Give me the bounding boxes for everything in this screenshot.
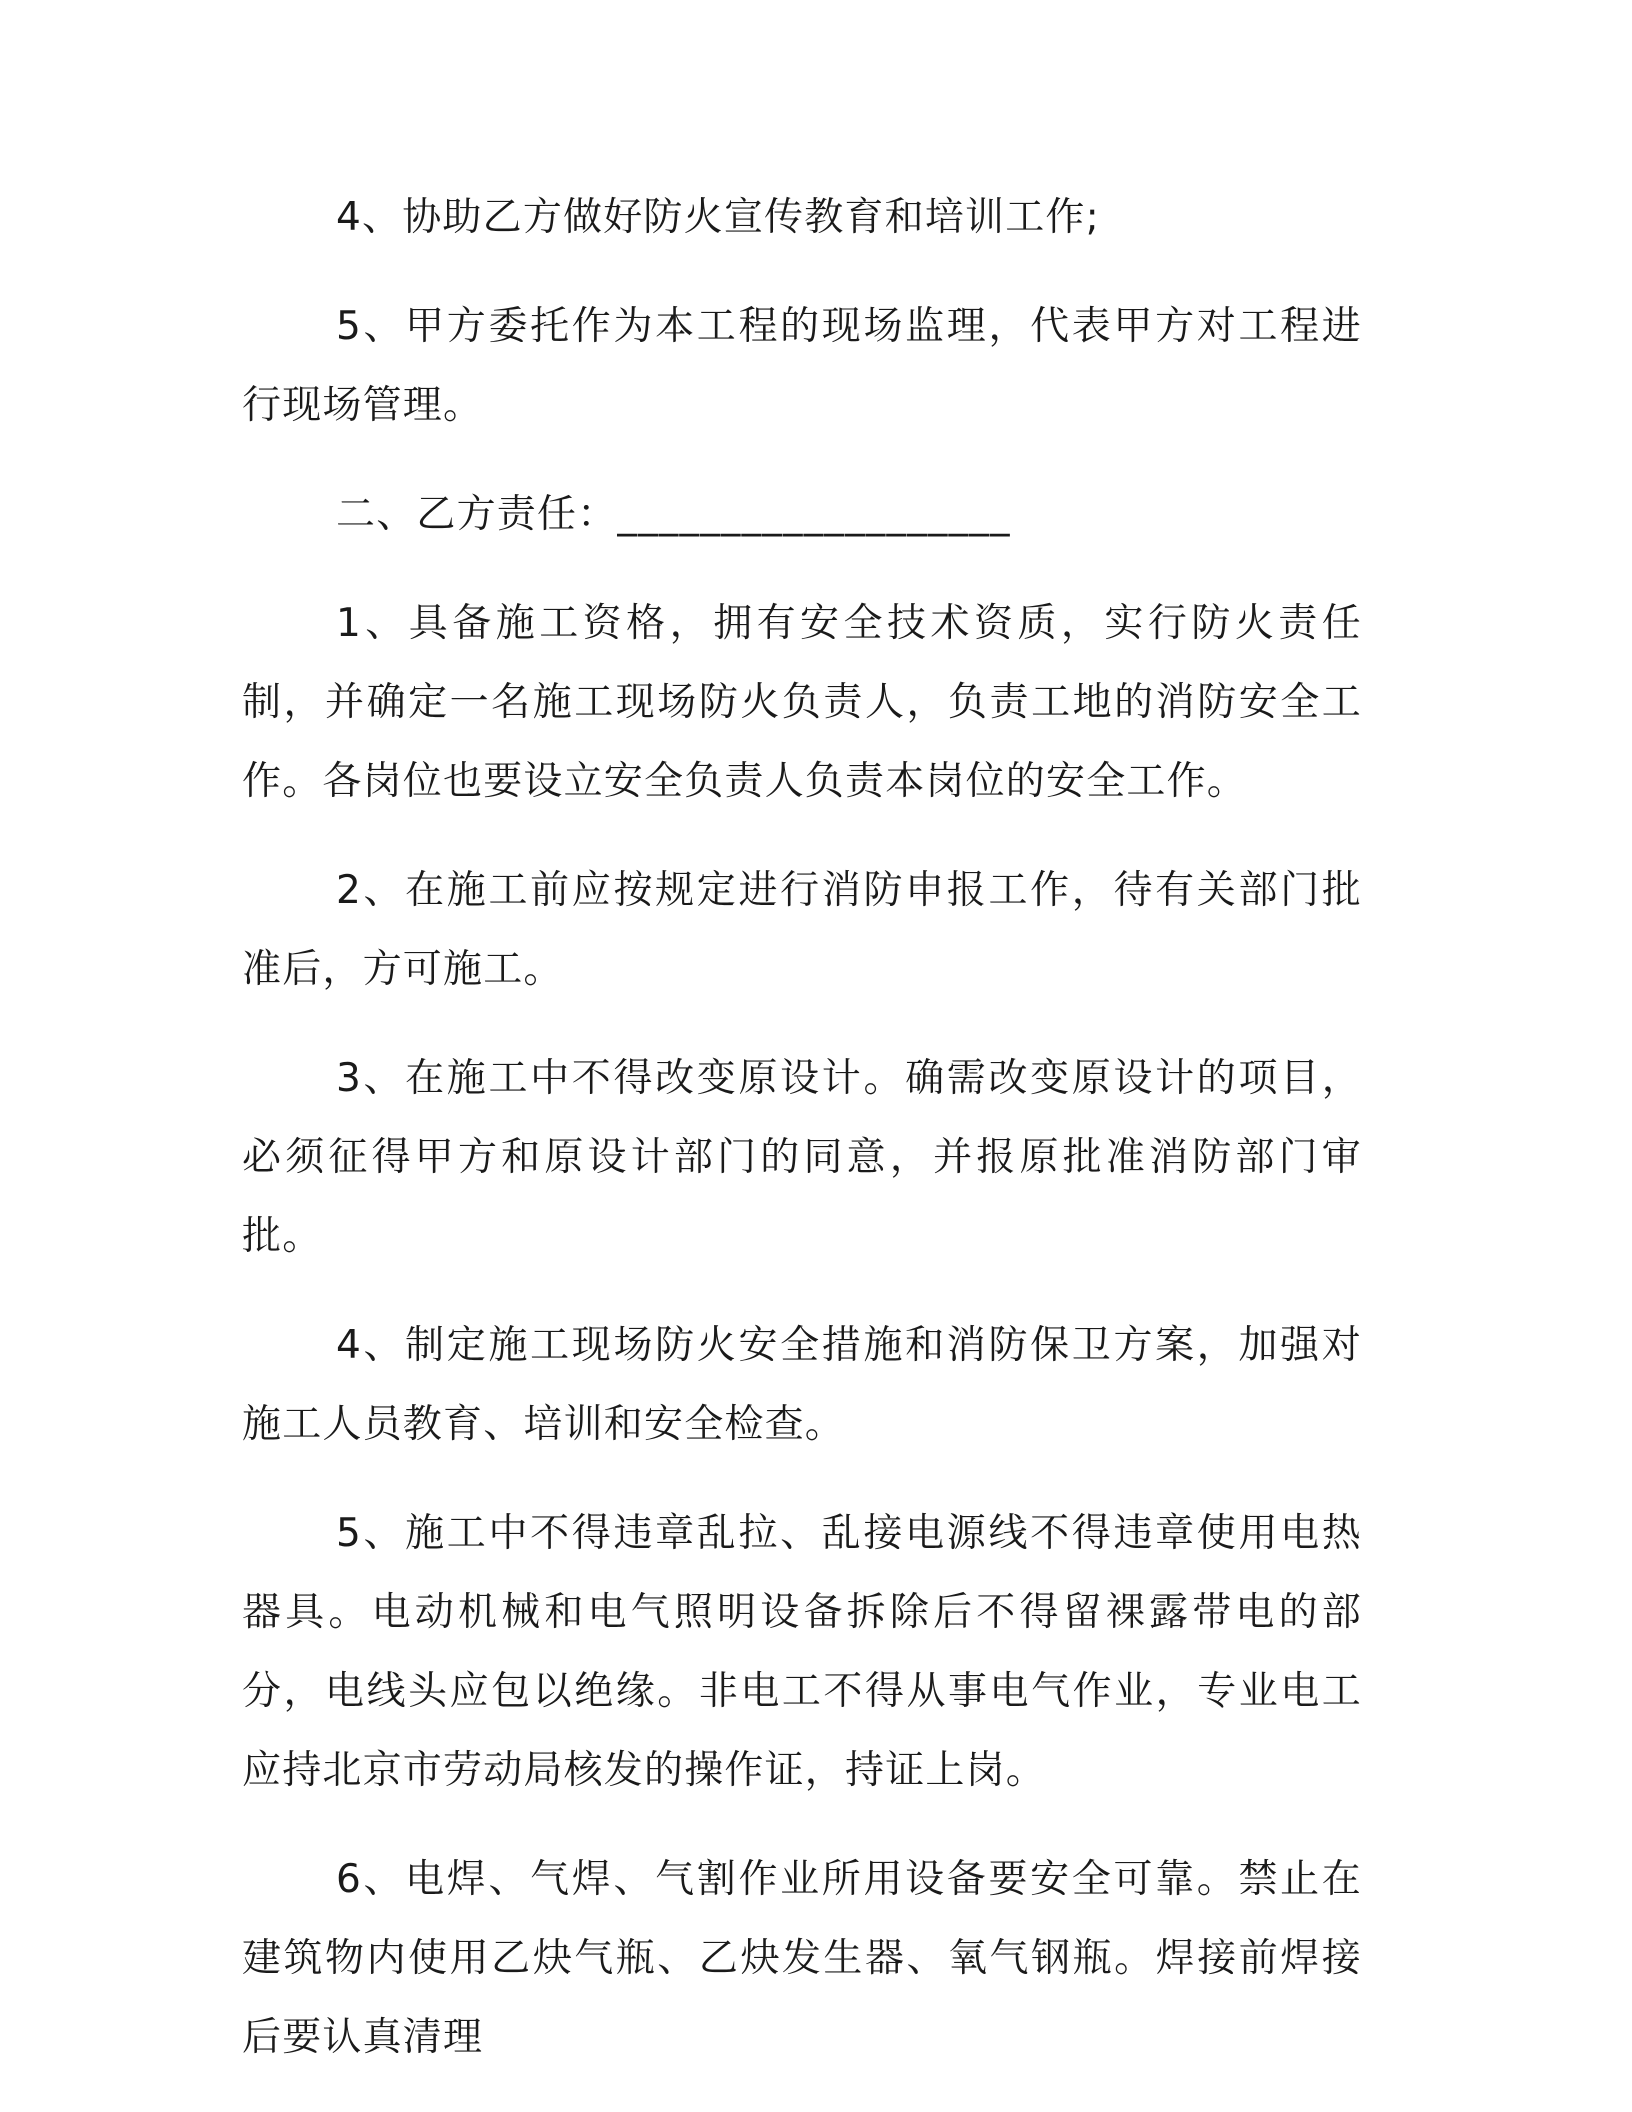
- clause-party-b-1: 1、具备施工资格，拥有安全技术资质，实行防火责任制，并确定一名施工现场防火负责人，负责工地的消防安全工作。各岗位也要设立安全负责人负责本岗位的安全工作。: [242, 601, 1362, 804]
- clause-party-b-3: 3、在施工中不得改变原设计。确需改变原设计的项目，必须征得甲方和原设计部门的同意，并报原批准消防部门审批。: [242, 1056, 1362, 1259]
- document-body: [242, 178, 1362, 2077]
- clause-party-a-4: 4、协助乙方做好防火宣传教育和培训工作;: [336, 195, 1100, 240]
- clause-party-b-5: 5、施工中不得违章乱拉、乱接电源线不得违章使用电热器具。电动机械和电气照明设备拆除后不得留裸露带电的部分，电线头应包以绝缘。非电工不得从事电气作业，专业电工应持北京市劳动局核发的操作证，持证上岗。: [242, 1511, 1362, 1793]
- clause-party-a-5: 5、甲方委托作为本工程的现场监理，代表甲方对工程进行现场管理。: [242, 304, 1362, 428]
- section-heading-party-b: 二、乙方责任：___________________: [336, 492, 1011, 537]
- clause-party-b-4: 4、制定施工现场防火安全措施和消防保卫方案，加强对施工人员教育、培训和安全检查。: [242, 1323, 1362, 1447]
- clause-party-b-6: 6、电焊、气焊、气割作业所用设备要安全可靠。禁止在建筑物内使用乙炔气瓶、乙炔发生器、氧气钢瓶。焊接前焊接后要认真清理: [242, 1857, 1362, 2060]
- clause-party-b-2: 2、在施工前应按规定进行消防申报工作，待有关部门批准后，方可施工。: [242, 868, 1362, 992]
